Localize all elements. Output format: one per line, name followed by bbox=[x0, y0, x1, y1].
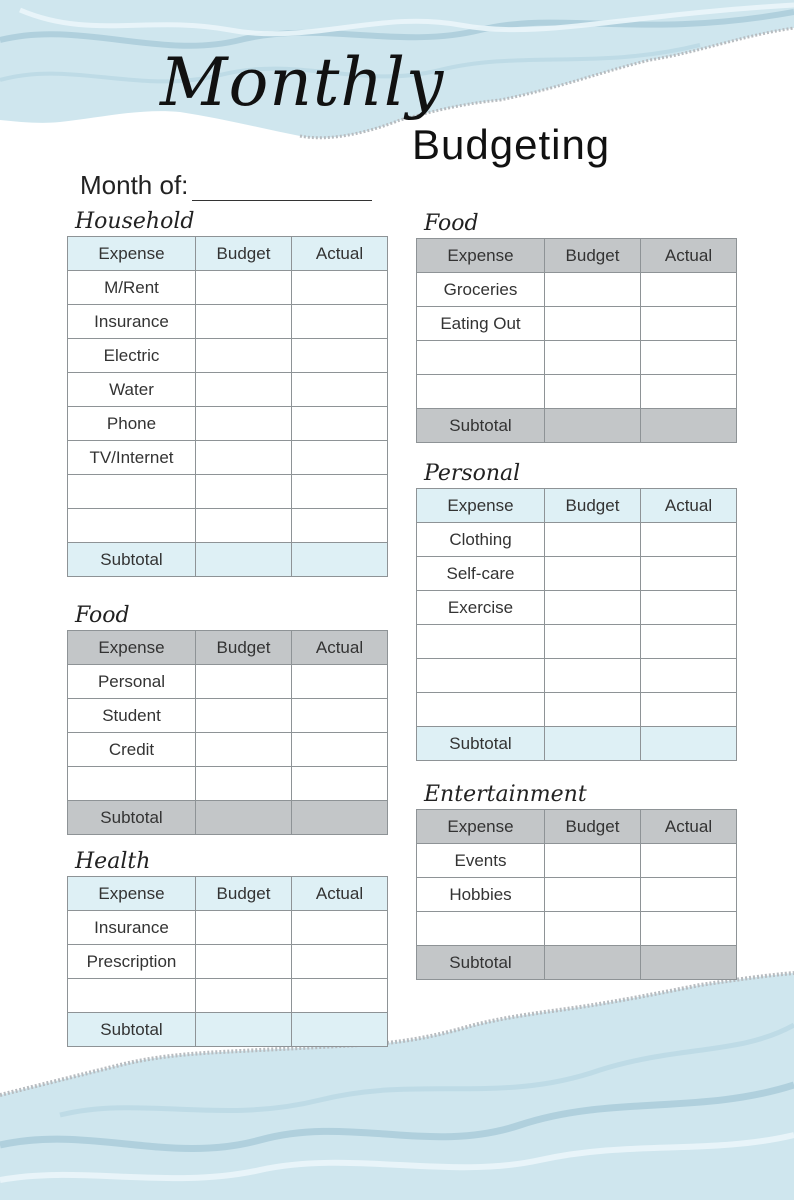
expense-cell: TV/Internet bbox=[68, 441, 196, 475]
subtotal-actual-cell[interactable] bbox=[641, 727, 737, 761]
subtotal-label: Subtotal bbox=[417, 409, 545, 443]
budget-cell[interactable] bbox=[545, 523, 641, 557]
expense-cell[interactable] bbox=[68, 475, 196, 509]
expense-cell[interactable] bbox=[68, 979, 196, 1013]
expense-cell[interactable] bbox=[417, 693, 545, 727]
budget-cell[interactable] bbox=[545, 273, 641, 307]
budget-cell[interactable] bbox=[196, 271, 292, 305]
table-row bbox=[417, 273, 737, 307]
actual-cell[interactable] bbox=[292, 979, 388, 1013]
section-title-health: Health bbox=[75, 849, 151, 874]
budget-cell[interactable] bbox=[196, 699, 292, 733]
actual-cell[interactable] bbox=[641, 591, 737, 625]
subtotal-label: Subtotal bbox=[68, 543, 196, 577]
subtotal-actual-cell[interactable] bbox=[641, 946, 737, 980]
table-row bbox=[417, 844, 737, 878]
table-row bbox=[68, 271, 388, 305]
col-expense: Expense bbox=[68, 631, 196, 665]
budget-cell[interactable] bbox=[196, 339, 292, 373]
expense-cell: Credit bbox=[68, 733, 196, 767]
table-row bbox=[68, 339, 388, 373]
section-title-entertainment: Entertainment bbox=[424, 782, 587, 807]
subtotal-row bbox=[68, 1013, 388, 1047]
subtotal-row bbox=[68, 543, 388, 577]
table-row bbox=[417, 523, 737, 557]
table-health bbox=[67, 876, 388, 1047]
actual-cell[interactable] bbox=[292, 339, 388, 373]
section-title-personal: Personal bbox=[424, 461, 521, 486]
section-personal bbox=[416, 460, 736, 761]
section-household bbox=[67, 208, 387, 577]
subtotal-budget-cell[interactable] bbox=[545, 409, 641, 443]
table-row bbox=[417, 625, 737, 659]
table-food-left bbox=[67, 630, 388, 835]
col-expense: Expense bbox=[68, 877, 196, 911]
expense-cell: Events bbox=[417, 844, 545, 878]
subtotal-row bbox=[417, 409, 737, 443]
budget-cell[interactable] bbox=[545, 625, 641, 659]
col-actual: Actual bbox=[641, 239, 737, 273]
expense-cell: Hobbies bbox=[417, 878, 545, 912]
budget-cell[interactable] bbox=[196, 979, 292, 1013]
subtotal-budget-cell[interactable] bbox=[196, 801, 292, 835]
budget-cell[interactable] bbox=[196, 441, 292, 475]
expense-cell: Phone bbox=[68, 407, 196, 441]
subtotal-actual-cell[interactable] bbox=[641, 409, 737, 443]
budget-cell[interactable] bbox=[196, 733, 292, 767]
section-title-food-left: Food bbox=[75, 603, 130, 628]
subtotal-budget-cell[interactable] bbox=[196, 543, 292, 577]
expense-cell: Water bbox=[68, 373, 196, 407]
actual-cell[interactable] bbox=[292, 305, 388, 339]
expense-cell: Personal bbox=[68, 665, 196, 699]
col-expense: Expense bbox=[417, 810, 545, 844]
expense-cell[interactable] bbox=[417, 375, 545, 409]
budget-cell[interactable] bbox=[545, 878, 641, 912]
actual-cell[interactable] bbox=[292, 271, 388, 305]
col-expense: Expense bbox=[417, 239, 545, 273]
subtotal-budget-cell[interactable] bbox=[545, 946, 641, 980]
table-row bbox=[68, 373, 388, 407]
table-header-row bbox=[417, 489, 737, 523]
table-row bbox=[68, 509, 388, 543]
subtotal-actual-cell[interactable] bbox=[292, 543, 388, 577]
table-header-row bbox=[417, 239, 737, 273]
section-entertainment bbox=[416, 781, 736, 980]
table-row bbox=[68, 911, 388, 945]
expense-cell: Exercise bbox=[417, 591, 545, 625]
expense-cell: Insurance bbox=[68, 305, 196, 339]
actual-cell[interactable] bbox=[641, 341, 737, 375]
col-expense: Expense bbox=[417, 489, 545, 523]
actual-cell[interactable] bbox=[641, 844, 737, 878]
table-row bbox=[68, 945, 388, 979]
actual-cell[interactable] bbox=[292, 441, 388, 475]
budget-cell[interactable] bbox=[196, 373, 292, 407]
budget-cell[interactable] bbox=[545, 844, 641, 878]
table-row bbox=[417, 557, 737, 591]
subtotal-row bbox=[68, 801, 388, 835]
subtotal-budget-cell[interactable] bbox=[545, 727, 641, 761]
page-title-budgeting: Budgeting bbox=[412, 121, 611, 168]
col-expense: Expense bbox=[68, 237, 196, 271]
col-actual: Actual bbox=[292, 877, 388, 911]
table-row bbox=[417, 341, 737, 375]
table-header-row bbox=[68, 631, 388, 665]
expense-cell[interactable] bbox=[68, 509, 196, 543]
actual-cell[interactable] bbox=[292, 767, 388, 801]
expense-cell: Groceries bbox=[417, 273, 545, 307]
actual-cell[interactable] bbox=[292, 665, 388, 699]
actual-cell[interactable] bbox=[292, 911, 388, 945]
actual-cell[interactable] bbox=[641, 523, 737, 557]
month-of-label: Month of: bbox=[80, 170, 189, 200]
budget-cell[interactable] bbox=[545, 659, 641, 693]
expense-cell[interactable] bbox=[417, 625, 545, 659]
subtotal-label: Subtotal bbox=[68, 801, 196, 835]
table-row bbox=[68, 733, 388, 767]
subtotal-actual-cell[interactable] bbox=[292, 1013, 388, 1047]
expense-cell: Electric bbox=[68, 339, 196, 373]
expense-cell[interactable] bbox=[417, 912, 545, 946]
subtotal-actual-cell[interactable] bbox=[292, 801, 388, 835]
actual-cell[interactable] bbox=[292, 945, 388, 979]
table-row bbox=[68, 665, 388, 699]
expense-cell[interactable] bbox=[417, 341, 545, 375]
budget-cell[interactable] bbox=[545, 307, 641, 341]
expense-cell: Prescription bbox=[68, 945, 196, 979]
expense-cell: Eating Out bbox=[417, 307, 545, 341]
col-budget: Budget bbox=[545, 489, 641, 523]
subtotal-row bbox=[417, 946, 737, 980]
actual-cell[interactable] bbox=[641, 659, 737, 693]
table-row bbox=[68, 979, 388, 1013]
table-header-row bbox=[417, 810, 737, 844]
subtotal-label: Subtotal bbox=[417, 946, 545, 980]
section-health bbox=[67, 848, 387, 1047]
budget-cell[interactable] bbox=[196, 945, 292, 979]
actual-cell[interactable] bbox=[292, 699, 388, 733]
col-budget: Budget bbox=[545, 239, 641, 273]
col-actual: Actual bbox=[292, 237, 388, 271]
section-title-food-right: Food bbox=[424, 211, 479, 236]
budget-cell[interactable] bbox=[196, 911, 292, 945]
budget-cell[interactable] bbox=[196, 475, 292, 509]
table-row bbox=[417, 693, 737, 727]
expense-cell[interactable] bbox=[417, 659, 545, 693]
budget-cell[interactable] bbox=[196, 665, 292, 699]
budget-cell[interactable] bbox=[196, 407, 292, 441]
col-budget: Budget bbox=[545, 810, 641, 844]
col-budget: Budget bbox=[196, 237, 292, 271]
budget-cell[interactable] bbox=[545, 375, 641, 409]
col-budget: Budget bbox=[196, 877, 292, 911]
subtotal-label: Subtotal bbox=[68, 1013, 196, 1047]
actual-cell[interactable] bbox=[292, 475, 388, 509]
page-title-monthly: Monthly bbox=[160, 44, 445, 121]
actual-cell[interactable] bbox=[292, 733, 388, 767]
expense-cell: Insurance bbox=[68, 911, 196, 945]
budget-cell[interactable] bbox=[545, 591, 641, 625]
budget-cell[interactable] bbox=[196, 305, 292, 339]
table-row bbox=[417, 912, 737, 946]
table-header-row bbox=[68, 237, 388, 271]
actual-cell[interactable] bbox=[641, 878, 737, 912]
budget-cell[interactable] bbox=[545, 912, 641, 946]
actual-cell[interactable] bbox=[292, 407, 388, 441]
table-row bbox=[68, 407, 388, 441]
expense-cell: M/Rent bbox=[68, 271, 196, 305]
col-actual: Actual bbox=[641, 489, 737, 523]
table-row bbox=[68, 475, 388, 509]
actual-cell[interactable] bbox=[641, 273, 737, 307]
table-row bbox=[417, 878, 737, 912]
subtotal-label: Subtotal bbox=[417, 727, 545, 761]
expense-cell: Student bbox=[68, 699, 196, 733]
budget-cell[interactable] bbox=[545, 557, 641, 591]
col-budget: Budget bbox=[196, 631, 292, 665]
table-row bbox=[68, 767, 388, 801]
table-personal bbox=[416, 488, 737, 761]
table-row bbox=[68, 699, 388, 733]
month-of-line[interactable] bbox=[192, 174, 372, 201]
actual-cell[interactable] bbox=[641, 307, 737, 341]
actual-cell[interactable] bbox=[641, 375, 737, 409]
expense-cell: Clothing bbox=[417, 523, 545, 557]
table-row bbox=[417, 375, 737, 409]
actual-cell[interactable] bbox=[292, 373, 388, 407]
table-entertainment bbox=[416, 809, 737, 980]
table-row bbox=[68, 441, 388, 475]
actual-cell[interactable] bbox=[641, 557, 737, 591]
budget-cell[interactable] bbox=[545, 693, 641, 727]
table-row bbox=[417, 591, 737, 625]
actual-cell[interactable] bbox=[292, 509, 388, 543]
actual-cell[interactable] bbox=[641, 693, 737, 727]
section-title-household: Household bbox=[75, 209, 195, 234]
actual-cell[interactable] bbox=[641, 625, 737, 659]
subtotal-budget-cell[interactable] bbox=[196, 1013, 292, 1047]
table-household bbox=[67, 236, 388, 577]
col-actual: Actual bbox=[292, 631, 388, 665]
budget-cell[interactable] bbox=[545, 341, 641, 375]
budget-cell[interactable] bbox=[196, 767, 292, 801]
col-actual: Actual bbox=[641, 810, 737, 844]
expense-cell[interactable] bbox=[68, 767, 196, 801]
table-food-right bbox=[416, 238, 737, 443]
month-of-field[interactable] bbox=[80, 170, 372, 201]
subtotal-row bbox=[417, 727, 737, 761]
budget-cell[interactable] bbox=[196, 509, 292, 543]
table-row bbox=[417, 659, 737, 693]
expense-cell: Self-care bbox=[417, 557, 545, 591]
table-row bbox=[417, 307, 737, 341]
table-row bbox=[68, 305, 388, 339]
section-food-left bbox=[67, 602, 387, 835]
actual-cell[interactable] bbox=[641, 912, 737, 946]
section-food-right bbox=[416, 210, 736, 443]
table-header-row bbox=[68, 877, 388, 911]
